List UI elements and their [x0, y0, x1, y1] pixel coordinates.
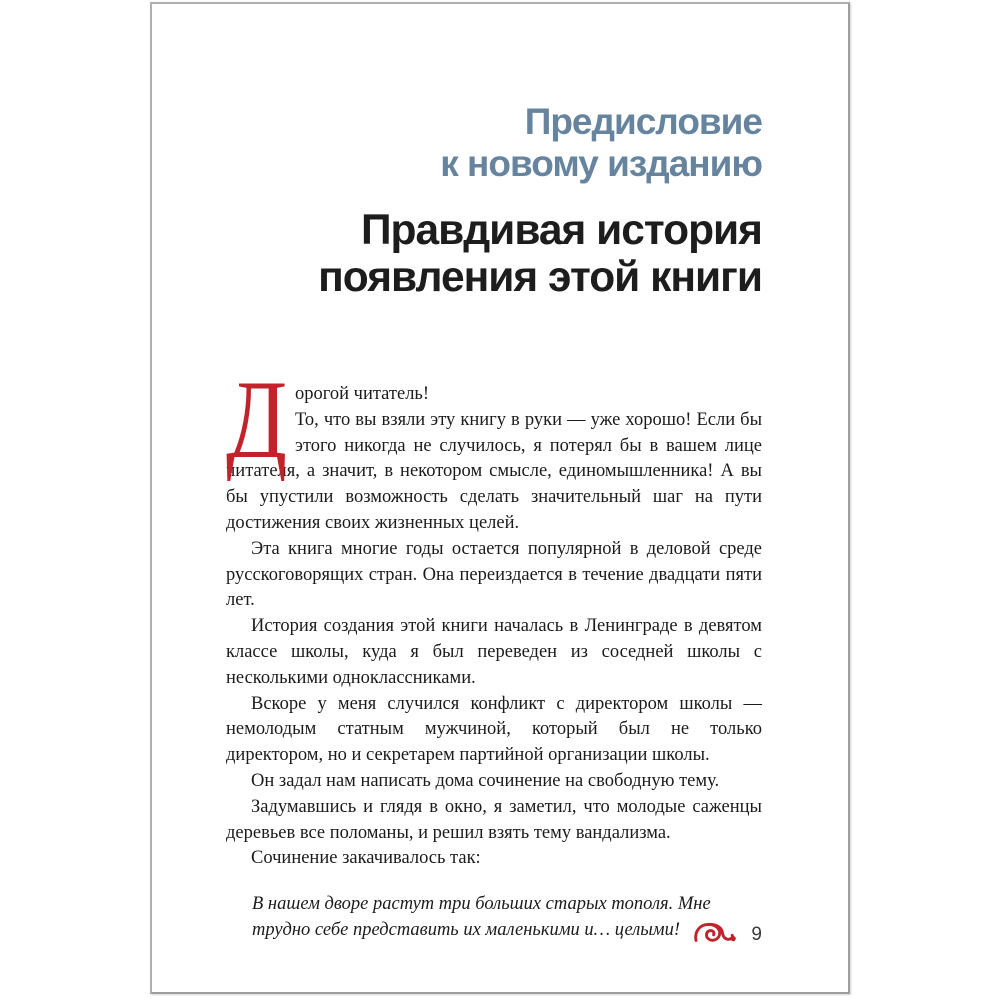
paragraph: История создания этой книги началась в Ленинграде в девятом классе школы, куда я был переведен из соседней школы с несколькими одноклассниками. — [226, 616, 762, 688]
paragraph-salutation: орогой читатель! — [295, 384, 430, 404]
page-footer — [693, 922, 762, 947]
swirl-ornament-icon — [693, 922, 738, 947]
page-number: 9 — [751, 923, 762, 945]
paragraph: Задумавшись и глядя в окно, я заметил, что молодые саженцы деревьев все поломаны, и решил взять тему вандализма. — [226, 796, 762, 843]
paragraph: То, что вы взяли эту книгу в руки — уже хорошо! Если бы этого никогда не случилось, я потерял бы в вашем лице читателя, а значит, в некотором смысле, единомышленника! А вы бы упустили возможность сделать значительный шаг на пути достижения своих жизненных целей. — [226, 409, 762, 533]
paragraph: Эта книга многие годы остается популярной в деловой среде русскоговорящих стран. Она переиздается в течение двадцати пяти лет. — [226, 538, 762, 611]
chapter-title-line2: появления этой книги — [318, 254, 762, 301]
paragraph: Он задал нам написать дома сочинение на свободную тему. — [251, 770, 720, 791]
chapter-title-line1: Правдивая история — [360, 207, 762, 254]
essay-quote: В нашем дворе растут три больших старых тополя. Мне трудно себе представить их маленькими и… целыми! — [252, 894, 711, 940]
paragraph: Сочинение закачивалось так: — [251, 848, 481, 869]
body-text — [226, 358, 762, 944]
dropcap-letter: Д — [226, 358, 288, 482]
paragraph: Вскоре у меня случился конфликт с директором школы — немолодым статным мужчиной, который был не только директором, но и секретарем партийной организации школы. — [226, 693, 762, 766]
preface-heading-line1: Предисловие — [524, 101, 762, 142]
chapter-title — [212, 207, 762, 301]
book-page — [150, 2, 850, 994]
preface-heading — [222, 101, 762, 185]
preface-heading-line2: к новому изданию — [440, 143, 762, 184]
